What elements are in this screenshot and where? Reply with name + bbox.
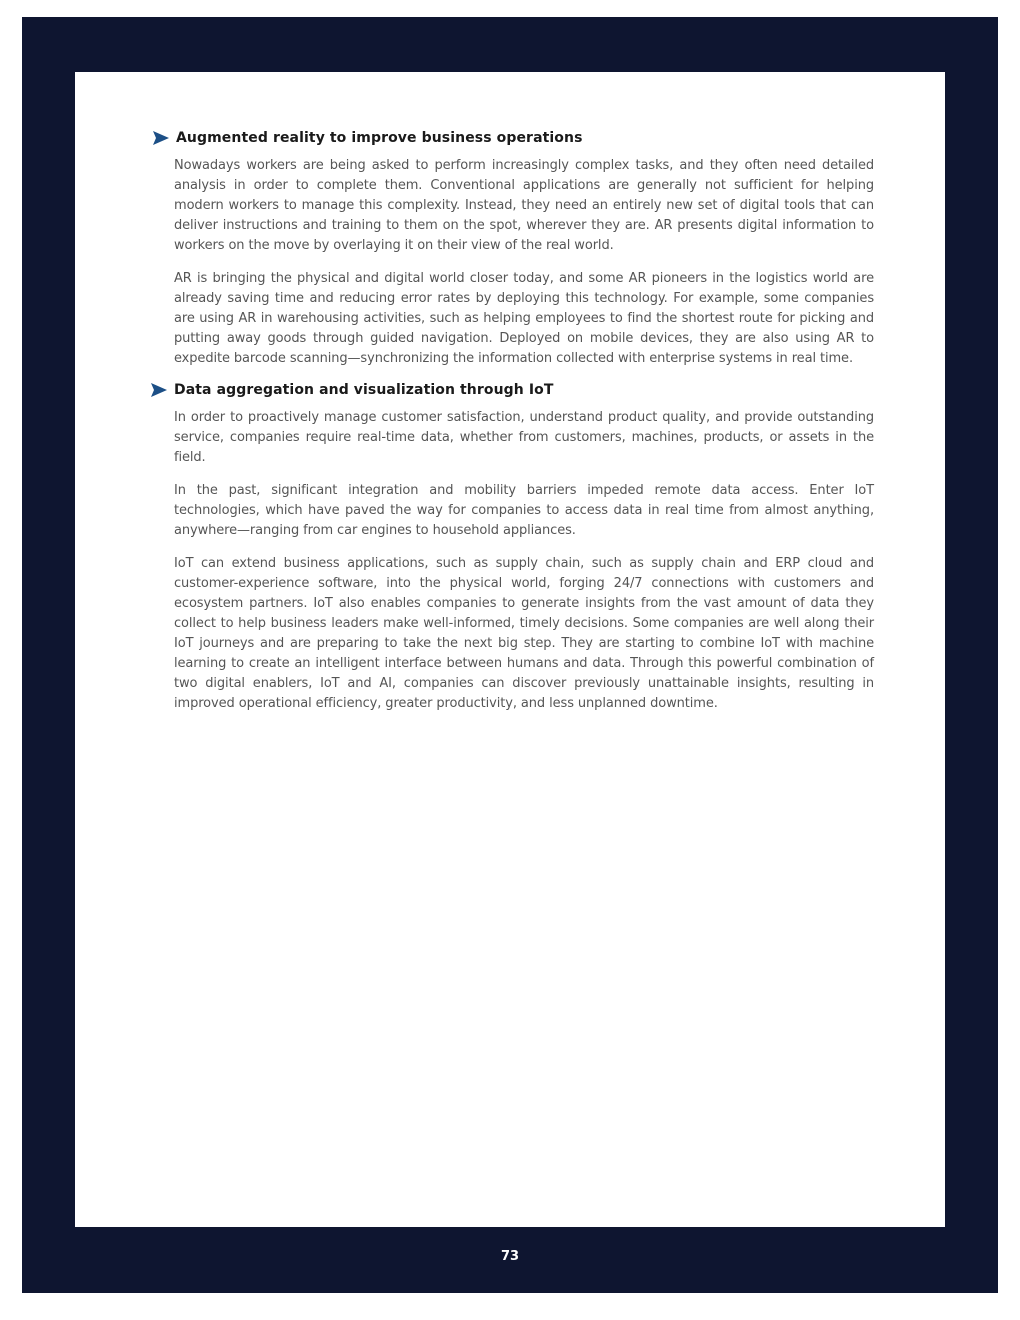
paragraph: AR is bringing the physical and digital world closer today, and some AR pioneers in the logistics world are already saving time and reducing error rates by deploying this technology. For example, some companies are using AR in warehousing activities, such as helping employees to find the shortest route for picking and putting away goods through guided navigation. Deployed on mobile devices, they are also using AR to expedite barcode scanning—synchronizing the information collected with enterprise systems in real time.: [174, 271, 874, 366]
paragraph: Nowadays workers are being asked to perform increasingly complex tasks, and they often need detailed analysis in order to complete them. Conventional applications are generally not sufficient for helping modern workers to manage this complexity. Instead, they need an entirely new set of digital tools that can deliver instructions and training to them on the spot, wherever they are. AR presents digital information to workers on the move by overlaying it on their view of the real world.: [174, 158, 874, 253]
paragraph: In the past, significant integration and mobility barriers impeded remote data access. Enter IoT technologies, which have paved the way for companies to access data in real time from almost anything, anywhere—ranging from car engines to household appliances.: [174, 483, 874, 538]
page-content: [174, 130, 874, 727]
section-heading-iot: [150, 382, 874, 398]
section-heading-ar: [152, 130, 874, 146]
arrow-right-icon: [152, 130, 170, 146]
paragraph: In order to proactively manage customer satisfaction, understand product quality, and provide outstanding service, companies require real-time data, whether from customers, machines, products, or assets in the field.: [174, 410, 874, 465]
arrow-right-icon: [150, 382, 168, 398]
paragraph: IoT can extend business applications, such as supply chain, such as supply chain and ERP cloud and customer-experience software, into the physical world, forging 24/7 connections with customers and ecosystem partners. IoT also enables companies to generate insights from the vast amount of data they collect to help business leaders make well-informed, timely decisions. Some companies are well along their IoT journeys and are preparing to take the next big step. They are starting to combine IoT with machine learning to create an intelligent interface between humans and data. Through this powerful combination of two digital enablers, IoT and AI, companies can discover previously unattainable insights, resulting in improved operational efficiency, greater productivity, and less unplanned downtime.: [174, 556, 874, 711]
page-sheet: [75, 72, 945, 1227]
section-title: Augmented reality to improve business operations: [176, 130, 583, 146]
page-number: 73: [500, 1249, 520, 1264]
section-title: Data aggregation and visualization through IoT: [174, 382, 554, 398]
